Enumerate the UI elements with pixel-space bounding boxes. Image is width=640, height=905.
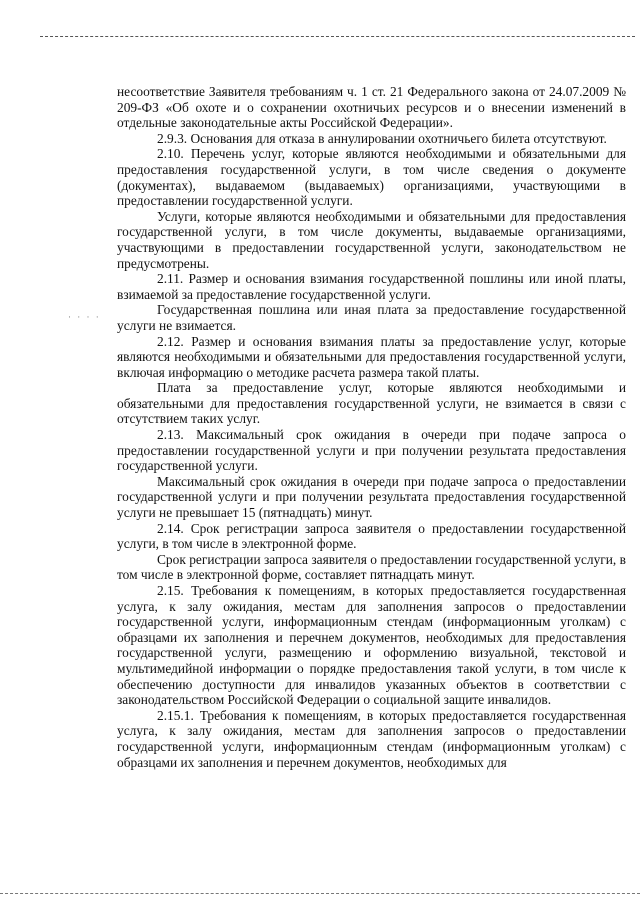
- paragraph: 2.12. Размер и основания взимания платы за предоставление услуг, которые являются необходимыми и обязательными для предоставления государственной услуги, включая информацию о методике расчета размера такой платы.: [117, 333, 626, 380]
- margin-scan-marks: · · · ·: [68, 312, 101, 322]
- document-body: [117, 84, 626, 770]
- paragraph: 2.15. Требования к помещениям, в которых предоставляется государственная услуга, к залу ожидания, местам для заполнения запросов о предоставлении государственной услуги, информационным стендам (информационным уголкам) с образцами их заполнения и перечнем документов, необходимых для предоставления государственной услуги, размещению и оформлению визуальной, текстовой и мультимедийной информации о порядке предоставления такой услуги, в том числе к обеспечению доступности для инвалидов указанных объектов в соответствии с законодательством Российской Федерации о социальной защите инвалидов.: [117, 583, 626, 708]
- paragraph: Государственная пошлина или иная плата за предоставление государственной услуги не взимается.: [117, 302, 626, 333]
- paragraph: 2.11. Размер и основания взимания государственной пошлины или иной платы, взимаемой за предоставление государственной услуги.: [117, 271, 626, 302]
- paragraph: 2.10. Перечень услуг, которые являются необходимыми и обязательными для предоставления государственной услуги, в том числе сведения о документе (документах), выдаваемом (выдаваемых) организациями, участвующими в предоставлении государственной услуги.: [117, 146, 626, 209]
- paragraph: 2.15.1. Требования к помещениям, в которых предоставляется государственная услуга, к залу ожидания, местам для заполнения запросов о предоставлении государственной услуги, информационным стендам (информационным уголкам) с образцами их заполнения и перечнем документов, необходимых для: [117, 707, 626, 770]
- scan-edge-top: [40, 36, 635, 37]
- paragraph: 2.14. Срок регистрации запроса заявителя о предоставлении государственной услуги, в том числе в электронной форме.: [117, 520, 626, 552]
- paragraph: Плата за предоставление услуг, которые являются необходимыми и обязательными для предоставления государственной услуги, не взимается в связи с отсутствием таких услуг.: [117, 380, 626, 427]
- paragraph: 2.9.3. Основания для отказа в аннулировании охотничьего билета отсутствуют.: [157, 130, 607, 146]
- paragraph: Срок регистрации запроса заявителя о предоставлении государственной услуги, в том числе в электронной форме, составляет пятнадцать минут.: [117, 551, 626, 583]
- paragraph: несоответствие Заявителя требованиям ч. 1 ст. 21 Федерального закона от 24.07.2009 № 209-ФЗ «Об охоте и о сохранении охотничьих ресурсов и о внесении изменений в отдельные законодательные акты Российской Федерации».: [117, 84, 626, 131]
- paragraph: Услуги, которые являются необходимыми и обязательными для предоставления государственной услуги, в том числе документы, выдаваемые организациями, участвующими в предоставлении государственной услуги, законодательством не предусмотрены.: [117, 208, 626, 271]
- paragraph: Максимальный срок ожидания в очереди при подаче запроса о предоставлении государственной услуги и при получении результата предоставления государственной услуги не превышает 15 (пятнадцать) минут.: [117, 473, 626, 521]
- scan-edge-bottom: [0, 893, 640, 894]
- paragraph: 2.13. Максимальный срок ожидания в очереди при подаче запроса о предоставлении государственной услуги и при получении результата предоставления государственной услуги.: [117, 427, 626, 474]
